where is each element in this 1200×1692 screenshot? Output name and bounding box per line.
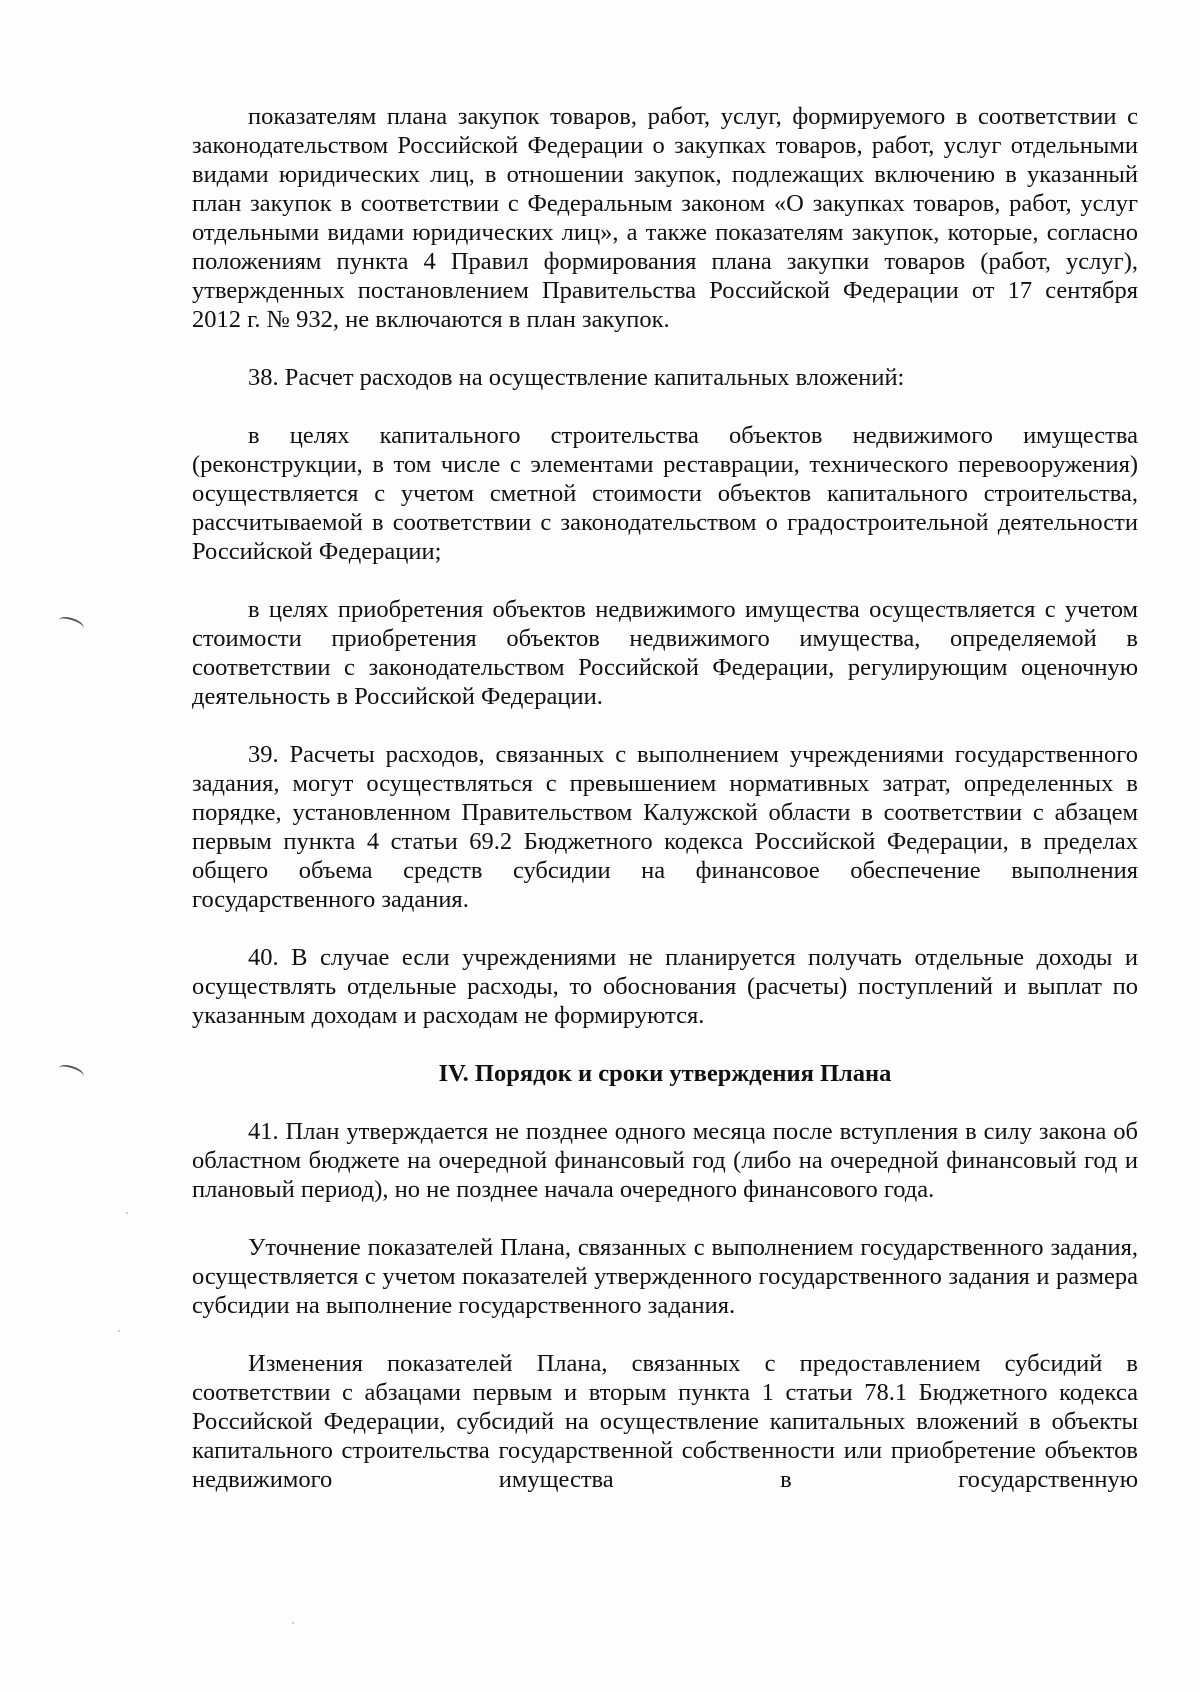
paragraph-procurement-indicators: показателям плана закупок товаров, работ, услуг, формируемого в соответствии с законодательством Российской Федерации о закупках товаров, работ, услуг отдельными видами юридических лиц, в отношении закупок, подлежащих включению в указанный план закупок в соответствии с Федеральным законом «О закупках товаров, работ, услуг отдельными видами юридических лиц», а также показателям закупок, которые, согласно положениям пункта 4 Правил формирования плана закупки товаров (работ, услуг), утвержденных постановлением Правительства Российской Федерации от 17 сентября 2012 г. № 932, не включаются в план закупок.	[192, 103, 1138, 333]
paragraph-38: 38. Расчет расходов на осуществление капитальных вложений:	[248, 364, 905, 391]
paragraph-41-clarification: Уточнение показателей Плана, связанных с выполнением государственного задания, осуществляется с учетом показателей утвержденного государственного задания и размера субсидии на выполнение государственного задания.	[192, 1234, 1138, 1319]
scan-artifact-dot	[118, 1330, 120, 1332]
paragraph-39: 39. Расчеты расходов, связанных с выполнением учреждениями государственного задания, могут осуществляться с превышением нормативных затрат, определенных в порядке, установленном Правительством Калужской области в соответствии с абзацем первым пункта 4 статьи 69.2 Бюджетного кодекса Российской Федерации, в пределах общего объема средств субсидии на финансовое обеспечение выполнения государственного задания.	[192, 741, 1138, 913]
scan-artifact-mark	[57, 1062, 85, 1081]
paragraph-38-capital-construction: в целях капитального строительства объектов недвижимого имущества (реконструкции, в том числе с элементами реставрации, технического перевооружения) осуществляется с учетом сметной стоимости объектов капитального строительства, рассчитываемой в соответствии с законодательством о градостроительной деятельности Российской Федерации;	[192, 422, 1138, 565]
scan-artifact-dot	[292, 1622, 294, 1624]
document-body	[192, 102, 1138, 1523]
scan-artifact-dot	[126, 1212, 128, 1214]
paragraph-41-changes: Изменения показателей Плана, связанных с предоставлением субсидий в соответствии с абзацами первым и вторым пункта 1 статьи 78.1 Бюджетного кодекса Российской Федерации, субсидий на осуществление капитальных вложений в объекты капитального строительства государственной собственности или приобретение объектов недвижимого имущества в государственную	[192, 1350, 1138, 1493]
paragraph-41: 41. План утверждается не позднее одного месяца после вступления в силу закона об областном бюджете на очередной финансовый год (либо на очередной финансовый год и плановый период), но не позднее начала очередного финансового года.	[192, 1118, 1138, 1203]
paragraph-40: 40. В случае если учреждениями не планируется получать отдельные доходы и осуществлять отдельные расходы, то обоснования (расчеты) поступлений и выплат по указанным доходам и расходам не формируются.	[192, 944, 1138, 1029]
section-heading-iv: IV. Порядок и сроки утверждения Плана	[438, 1060, 892, 1087]
scan-artifact-mark	[57, 614, 85, 633]
paragraph-38-real-estate-acquisition: в целях приобретения объектов недвижимого имущества осуществляется с учетом стоимости приобретения объектов недвижимого имущества, определяемой в соответствии с законодательством Российской Федерации, регулирующим оценочную деятельность в Российской Федерации.	[192, 596, 1138, 710]
